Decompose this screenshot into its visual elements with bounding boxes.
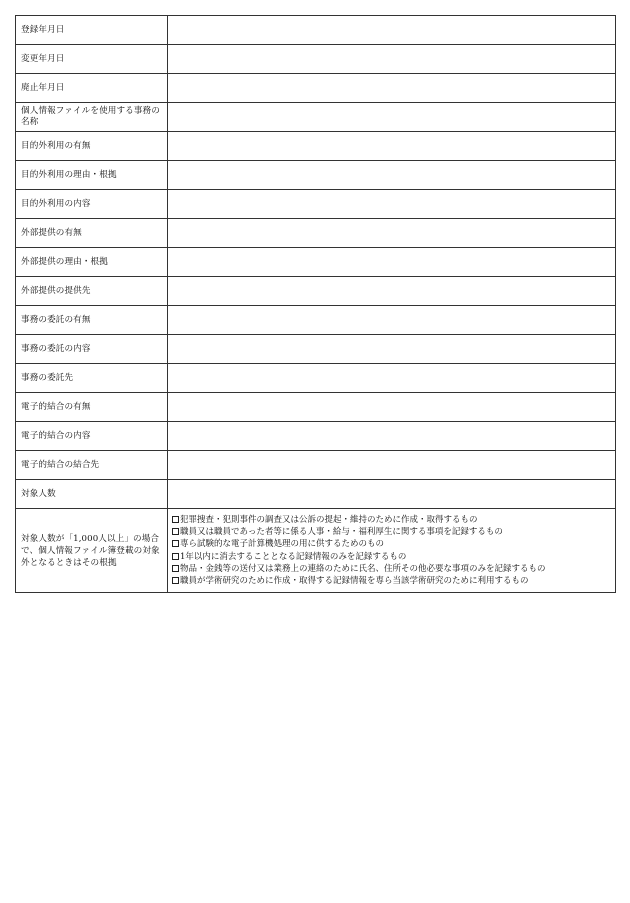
row-label: 対象人数	[16, 480, 168, 509]
row-label: 目的外利用の理由・根拠	[16, 161, 168, 190]
row-value-field[interactable]	[168, 335, 616, 364]
checkbox-icon[interactable]	[172, 528, 179, 535]
option-label: 物品・金銭等の送付又は業務上の連絡のために氏名、住所その他必要な事項のみを記録するもの	[180, 563, 546, 574]
exemption-option[interactable]	[172, 575, 611, 587]
checkbox-icon[interactable]	[172, 553, 179, 560]
row-label: 外部提供の提供先	[16, 277, 168, 306]
row-external-provision-reason	[16, 248, 616, 277]
row-value-field[interactable]	[168, 132, 616, 161]
row-label: 電子的結合の内容	[16, 422, 168, 451]
row-electronic-link-destination	[16, 451, 616, 480]
row-label: 目的外利用の内容	[16, 190, 168, 219]
exemption-label: 対象人数が「1,000人以上」の場合で、個人情報ファイル簿登載の対象外となるときはその根拠	[16, 509, 168, 593]
row-value-field[interactable]	[168, 248, 616, 277]
row-business-name	[16, 103, 616, 132]
option-label: 1年以内に消去することとなる記録情報のみを記録するもの	[180, 551, 407, 562]
row-value-field[interactable]	[168, 219, 616, 248]
row-value-field[interactable]	[168, 161, 616, 190]
option-label: 専ら試験的な電子計算機処理の用に供するためのもの	[180, 539, 385, 550]
row-external-use-content	[16, 190, 616, 219]
checkbox-icon[interactable]	[172, 577, 179, 584]
exemption-option[interactable]	[172, 538, 611, 550]
row-external-provision-recipient	[16, 277, 616, 306]
row-exemption-basis	[16, 509, 616, 593]
option-label: 職員又は職員であった者等に係る人事・給与・福利厚生に関する事項を記録するもの	[180, 527, 503, 538]
row-label: 目的外利用の有無	[16, 132, 168, 161]
row-value-field[interactable]	[168, 306, 616, 335]
row-value-field[interactable]	[168, 16, 616, 45]
row-label: 事務の委託の内容	[16, 335, 168, 364]
row-label: 電子的結合の結合先	[16, 451, 168, 480]
row-electronic-link-presence	[16, 393, 616, 422]
row-external-provision-presence	[16, 219, 616, 248]
row-value-field[interactable]	[168, 45, 616, 74]
row-label: 外部提供の有無	[16, 219, 168, 248]
exemption-option[interactable]	[172, 563, 611, 575]
row-value-field[interactable]	[168, 190, 616, 219]
row-value-field[interactable]	[168, 364, 616, 393]
row-registration-date	[16, 16, 616, 45]
row-value-field[interactable]	[168, 74, 616, 103]
row-subject-count	[16, 480, 616, 509]
row-label: 事務の委託先	[16, 364, 168, 393]
row-value-field[interactable]	[168, 103, 616, 132]
exemption-option[interactable]	[172, 514, 611, 526]
row-electronic-link-content	[16, 422, 616, 451]
row-label: 廃止年月日	[16, 74, 168, 103]
row-label: 電子的結合の有無	[16, 393, 168, 422]
row-label: 登録年月日	[16, 16, 168, 45]
personal-info-file-register-table	[15, 15, 616, 593]
row-label: 変更年月日	[16, 45, 168, 74]
exemption-options	[168, 509, 616, 593]
checkbox-icon[interactable]	[172, 540, 179, 547]
row-label: 個人情報ファイルを使用する事務の名称	[16, 103, 168, 132]
row-value-field[interactable]	[168, 277, 616, 306]
row-outsourcing-presence	[16, 306, 616, 335]
row-value-field[interactable]	[168, 451, 616, 480]
row-abolition-date	[16, 74, 616, 103]
exemption-option[interactable]	[172, 526, 611, 538]
row-label: 外部提供の理由・根拠	[16, 248, 168, 277]
exemption-option[interactable]	[172, 551, 611, 563]
row-value-field[interactable]	[168, 422, 616, 451]
row-outsourcing-content	[16, 335, 616, 364]
row-external-use-presence	[16, 132, 616, 161]
row-value-field[interactable]	[168, 393, 616, 422]
checkbox-icon[interactable]	[172, 565, 179, 572]
row-label: 事務の委託の有無	[16, 306, 168, 335]
checkbox-icon[interactable]	[172, 516, 179, 523]
row-value-field[interactable]	[168, 480, 616, 509]
row-change-date	[16, 45, 616, 74]
option-label: 犯罪捜査・犯則事件の調査又は公訴の提起・維持のために作成・取得するもの	[180, 514, 478, 525]
row-external-use-reason	[16, 161, 616, 190]
row-outsourcing-contractor	[16, 364, 616, 393]
option-label: 職員が学術研究のために作成・取得する記録情報を専ら当該学術研究のために利用するもの	[180, 575, 529, 586]
